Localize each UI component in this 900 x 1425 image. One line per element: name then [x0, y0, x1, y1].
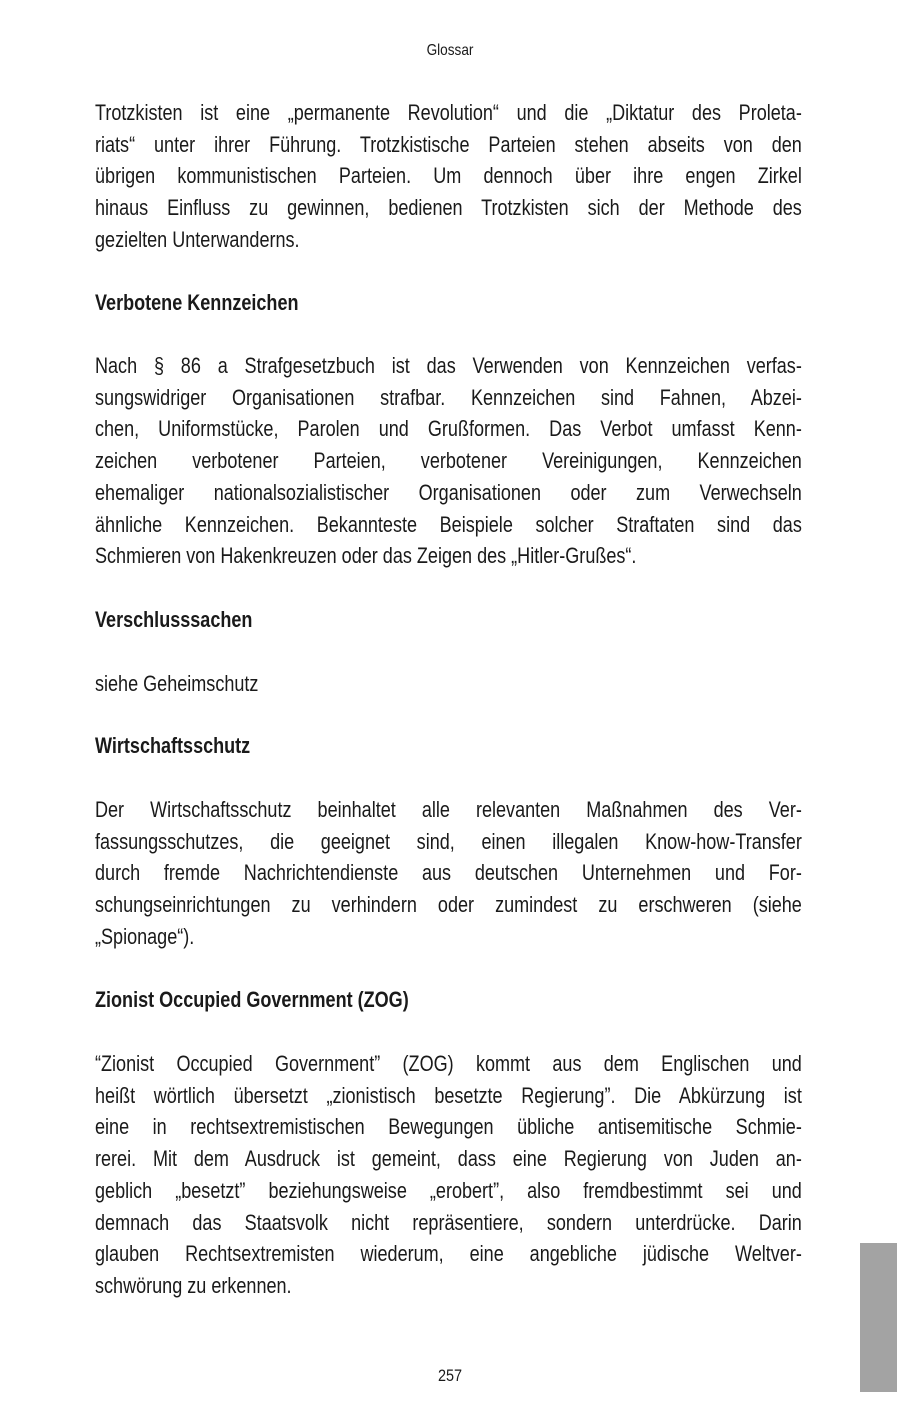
text-line: demnach das Staatsvolk nicht repräsentiere, sondern unterdrücke. Darin: [95, 1209, 802, 1235]
text-line: gezielten Unterwanderns.: [95, 226, 300, 252]
paragraph-trotzkisten: [95, 97, 802, 256]
text-line: Schmieren von Hakenkreuzen oder das Zeigen des „Hitler-Grußes“.: [95, 543, 637, 569]
text-line: eine in rechtsextremistischen Bewegungen übliche antisemitische Schmie-: [95, 1114, 802, 1140]
text-line: ehemaliger nationalsozialistischer Organisationen oder zum Verwechseln: [95, 479, 802, 505]
text-line: schwörung zu erkennen.: [95, 1272, 292, 1298]
heading-zog: Zionist Occupied Government (ZOG): [95, 987, 409, 1012]
text-line: glauben Rechtsextremisten wiederum, eine angebliche jüdische Weltver-: [95, 1241, 802, 1267]
text-line: Trotzkisten ist eine „permanente Revolution“ und die „Diktatur des Proleta-: [95, 100, 802, 125]
text-line: ähnliche Kennzeichen. Bekannteste Beispiele solcher Straftaten sind das: [95, 511, 802, 537]
text-line: übrigen kommunistischen Parteien. Um dennoch über ihre engen Zirkel: [95, 163, 802, 189]
text-line: „Spionage“).: [95, 923, 195, 949]
text-line: durch fremde Nachrichtendienste aus deutschen Unternehmen und For-: [95, 860, 802, 886]
paragraph-verschlusssachen: [95, 668, 802, 700]
text-line: schungseinrichtungen zu verhindern oder zumindest zu erschweren (siehe: [95, 892, 802, 918]
heading-verschlusssachen: Verschlusssachen: [95, 607, 253, 632]
text-line: hinaus Einfluss zu gewinnen, bedienen Trotzkisten sich der Methode des: [95, 195, 802, 221]
text-line: fassungsschutzes, die geeignet sind, einen illegalen Know-how-Transfer: [95, 828, 802, 854]
text-line: rerei. Mit dem Ausdruck ist gemeint, dass eine Regierung von Juden an-: [95, 1146, 802, 1172]
paragraph-verbotene-kennzeichen: [95, 350, 802, 572]
page-number: 257: [437, 1366, 463, 1385]
text-line: riats“ unter ihrer Führung. Trotzkistische Parteien stehen abseits von den: [95, 131, 802, 157]
text-line: heißt wörtlich übersetzt „zionistisch besetzte Regierung”. Die Abkürzung ist: [95, 1082, 802, 1108]
heading-wirtschaftsschutz: Wirtschaftsschutz: [95, 733, 251, 758]
paragraph-wirtschaftsschutz: [95, 794, 802, 953]
text-line: siehe Geheimschutz: [95, 671, 259, 696]
text-line: zeichen verbotener Parteien, verbotener Vereinigungen, Kennzeichen: [95, 448, 802, 474]
thumb-index-tab: [860, 1243, 897, 1392]
heading-verbotene-kennzeichen: Verbotene Kennzeichen: [95, 290, 299, 315]
text-line: Der Wirtschaftsschutz beinhaltet alle relevanten Maßnahmen des Ver-: [95, 797, 802, 822]
running-header: Glossar: [426, 42, 474, 59]
text-line: chen, Uniformstücke, Parolen und Grußformen. Das Verbot umfasst Kenn-: [95, 416, 802, 442]
text-line: “Zionist Occupied Government” (ZOG) kommt aus dem Englischen und: [95, 1051, 802, 1076]
text-line: geblich „besetzt” beziehungsweise „erobert”, also fremdbestimmt sei und: [95, 1177, 802, 1203]
text-line: sungswidriger Organisationen strafbar. Kennzeichen sind Fahnen, Abzei-: [95, 384, 802, 410]
paragraph-zog: [95, 1048, 802, 1302]
text-line: Nach § 86 a Strafgesetzbuch ist das Verwenden von Kennzeichen verfas-: [95, 353, 802, 378]
